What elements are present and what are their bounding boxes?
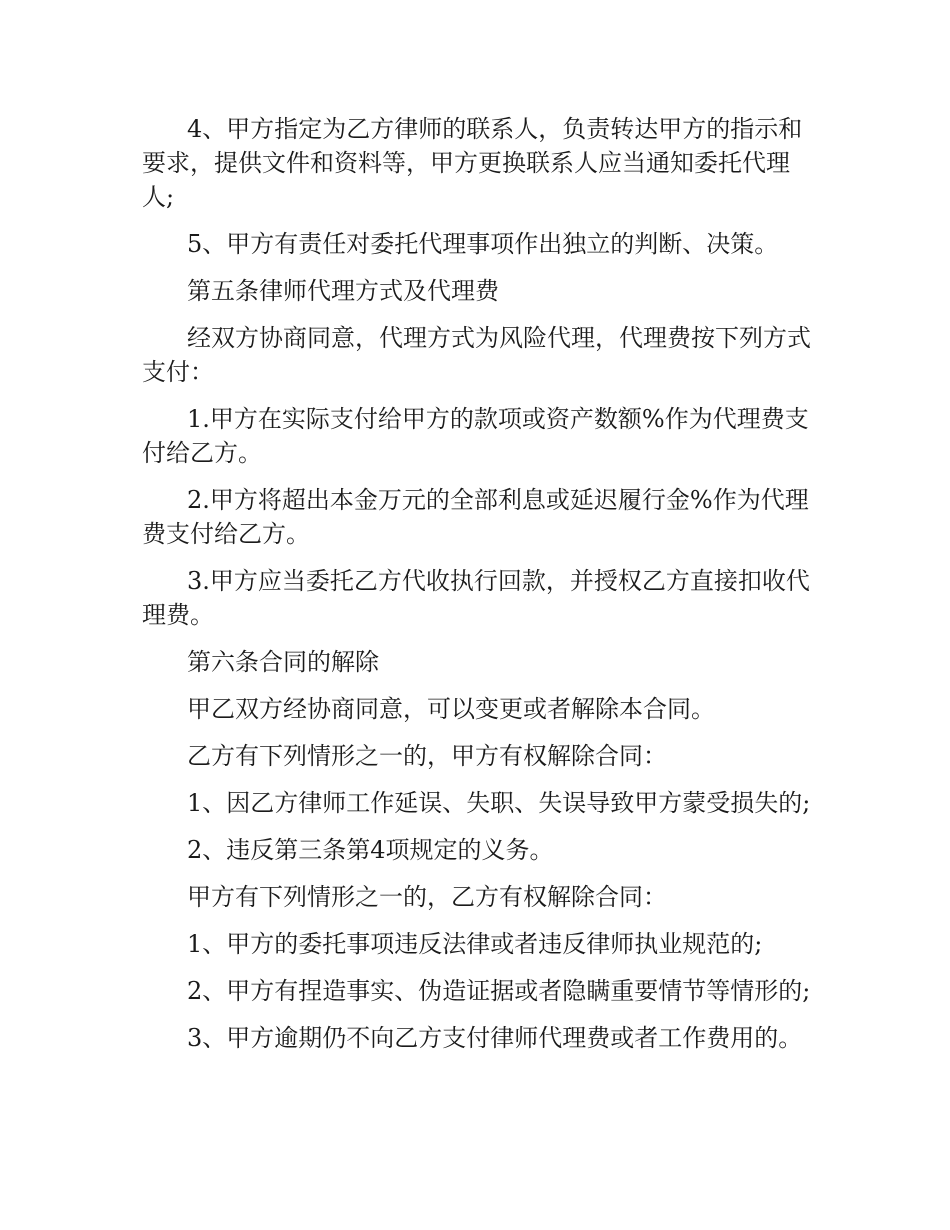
paragraph-party-b-breach-1: 1、因乙方律师工作延误、失职、失误导致甲方蒙受损失的;	[187, 789, 811, 817]
paragraph-fee-item-1: 1.甲方在实际支付给甲方的款项或资产数额%作为代理费支付给乙方。	[142, 405, 809, 467]
paragraph-party-a-breach-1: 1、甲方的委托事项违反法律或者违反律师执业规范的;	[187, 930, 763, 958]
paragraph-risk-agency: 经双方协商同意，代理方式为风险代理，代理费按下列方式支付：	[142, 324, 811, 386]
paragraph-contact-person: 4、甲方指定为乙方律师的联系人，负责转达甲方的指示和要求，提供文件和资料等，甲方更换联系人应当通知委托代理人;	[142, 115, 803, 211]
paragraph-party-a-breach-3: 3、甲方逾期仍不向乙方支付律师代理费或者工作费用的。	[187, 1024, 803, 1052]
paragraph-fee-item-3: 3.甲方应当委托乙方代收执行回款，并授权乙方直接扣收代理费。	[142, 567, 810, 629]
paragraph-fee-item-2: 2.甲方将超出本金万元的全部利息或延迟履行金%作为代理费支付给乙方。	[142, 486, 809, 548]
paragraph-party-a-right-to-terminate: 乙方有下列情形之一的，甲方有权解除合同：	[187, 742, 667, 770]
paragraph-party-a-breach-2: 2、甲方有捏造事实、伪造证据或者隐瞒重要情节等情形的;	[187, 977, 811, 1005]
section-heading-article-6: 第六条合同的解除	[187, 648, 379, 676]
paragraph-independent-judgment: 5、甲方有责任对委托代理事项作出独立的判断、决策。	[187, 230, 779, 258]
document-body	[142, 112, 814, 1068]
section-heading-article-5: 第五条律师代理方式及代理费	[187, 277, 499, 305]
paragraph-mutual-termination: 甲乙双方经协商同意，可以变更或者解除本合同。	[187, 695, 715, 723]
paragraph-party-b-right-to-terminate: 甲方有下列情形之一的，乙方有权解除合同：	[187, 883, 667, 911]
paragraph-party-b-breach-2: 2、违反第三条第4项规定的义务。	[187, 836, 554, 864]
